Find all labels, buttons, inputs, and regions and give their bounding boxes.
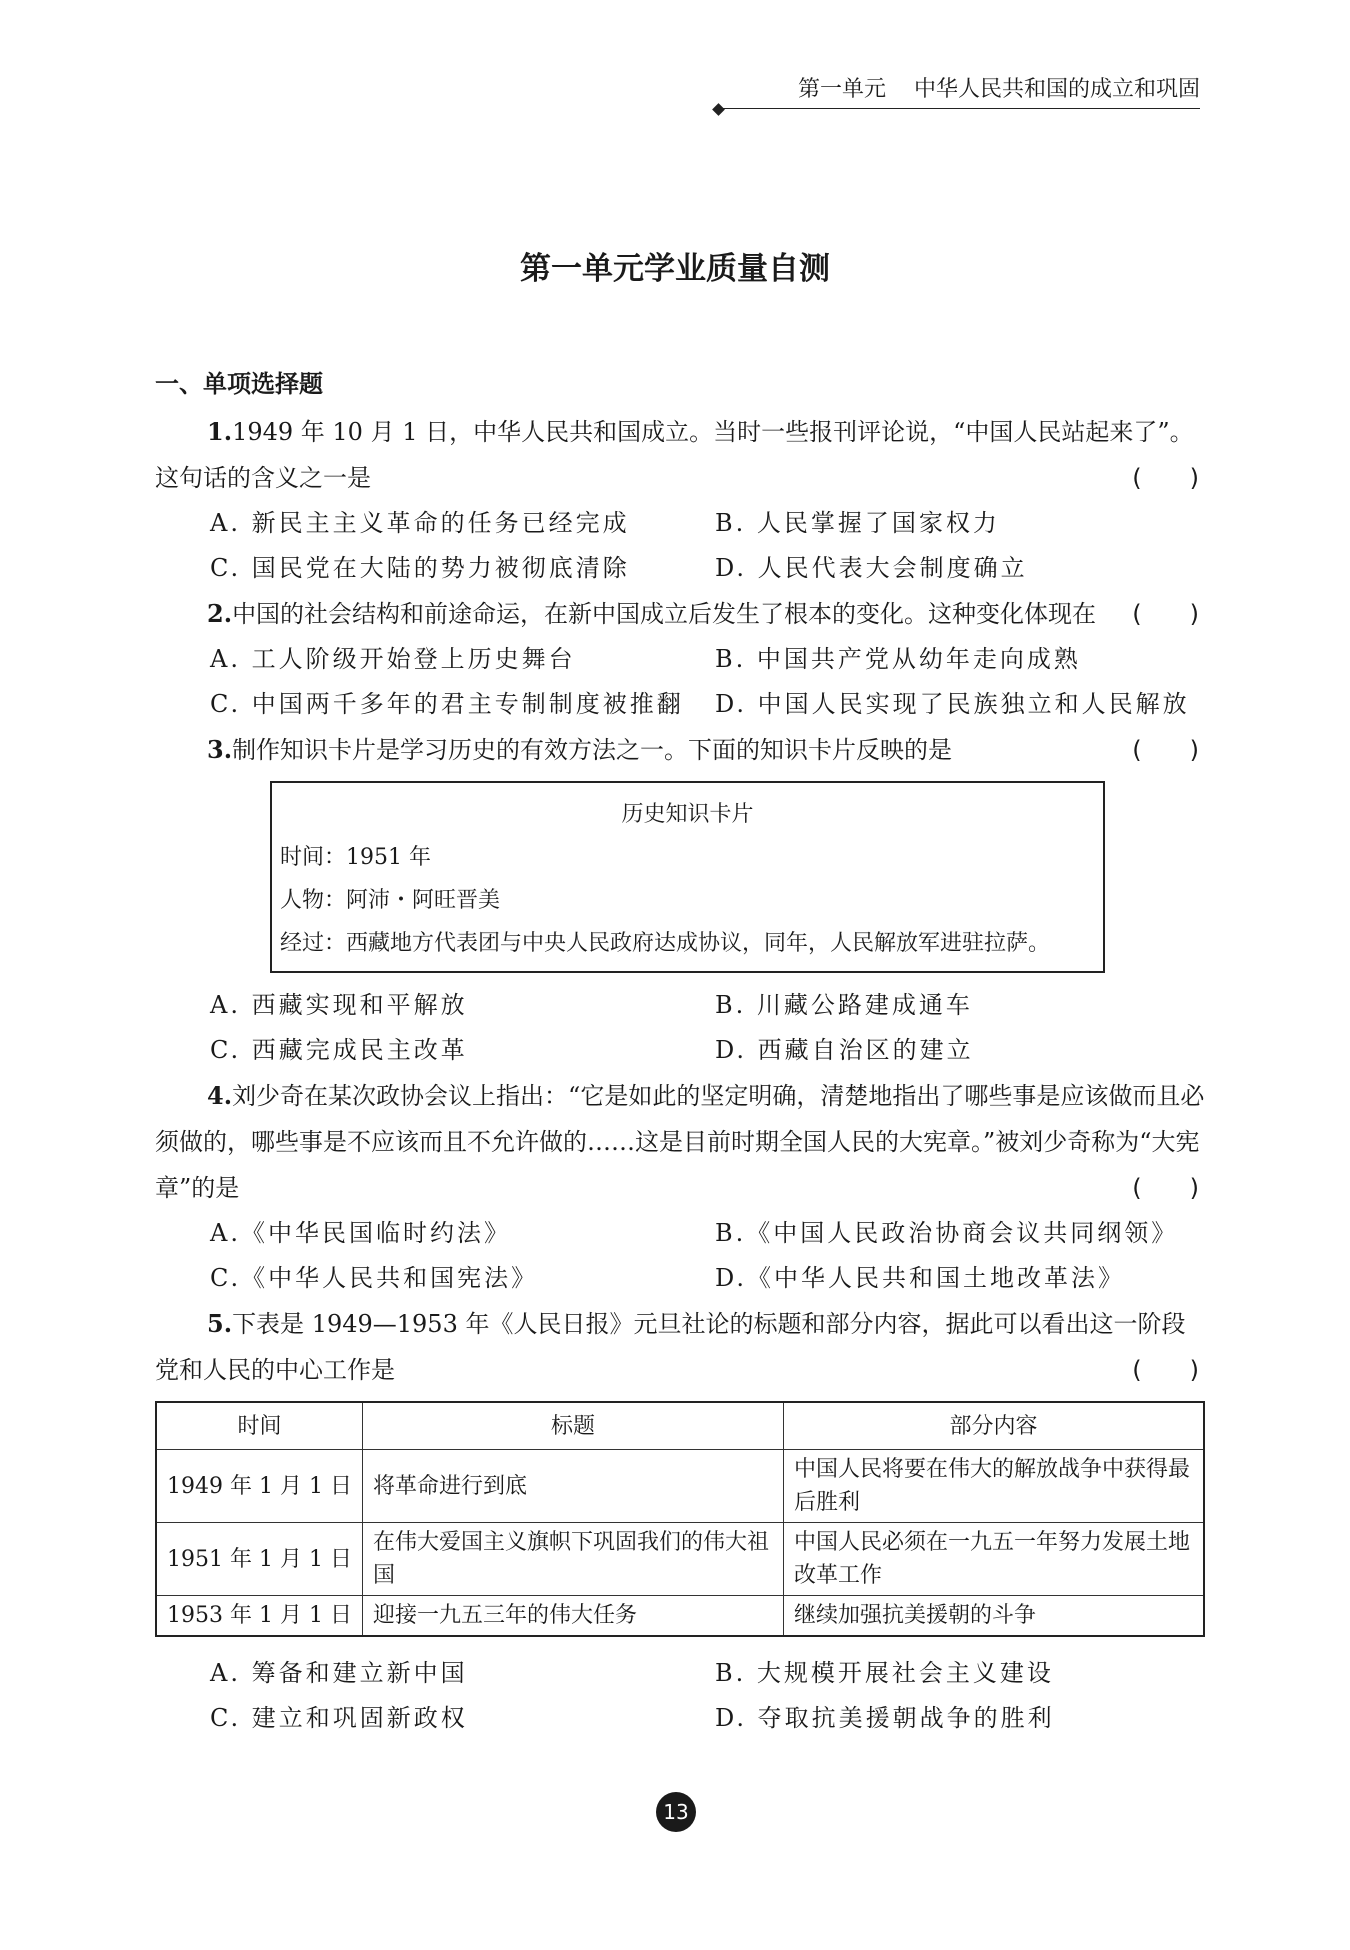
question-1-stem — [155, 409, 1205, 501]
header-unit: 第一单元 — [797, 77, 886, 102]
table-row — [156, 1450, 1204, 1523]
question-number: 4. — [207, 1081, 233, 1110]
answer-paren: ( ) — [1132, 1174, 1199, 1202]
option-c: C. 建立和巩固新政权 — [210, 1704, 468, 1732]
option-a: A.《中华民国临时约法》 — [210, 1219, 511, 1247]
answer-paren: ( ) — [1132, 736, 1199, 764]
page-number: 13 — [656, 1792, 696, 1832]
option-a: A. 西藏实现和平解放 — [210, 991, 468, 1019]
table-row — [156, 1523, 1204, 1596]
answer-paren: ( ) — [1132, 600, 1199, 628]
option-a: A. 新民主主义革命的任务已经完成 — [210, 509, 630, 537]
cell-time: 1953 年 1 月 1 日 — [156, 1596, 362, 1637]
cell-content: 中国人民必须在一九五一年努力发展土地改革工作 — [783, 1523, 1204, 1596]
question-4-stem — [155, 1073, 1205, 1211]
card-line-time: 时间：1951 年 — [280, 845, 431, 870]
option-b: B.《中国人民政治协商会议共同纲领》 — [715, 1219, 1179, 1247]
editorial-table — [155, 1401, 1205, 1637]
header-rule — [720, 108, 1200, 109]
header-unit-title: 中华人民共和国的成立和巩固 — [913, 77, 1200, 102]
question-text: 1949 年 10 月 1 日，中华人民共和国成立。当时一些报刊评论说，“中国人民站起来了”。这句话的含义之一是 — [155, 418, 1194, 492]
question-content — [155, 364, 1205, 1741]
cell-content: 中国人民将要在伟大的解放战争中获得最后胜利 — [783, 1450, 1204, 1523]
option-c: C. 西藏完成民主改革 — [210, 1036, 468, 1064]
option-b: B. 川藏公路建成通车 — [715, 991, 973, 1019]
card-line-event: 经过：西藏地方代表团与中央人民政府达成协议，同年，人民解放军进驻拉萨。 — [280, 931, 1051, 956]
answer-paren: ( ) — [1132, 1356, 1199, 1384]
option-d: D. 中国人民实现了民族独立和人民解放 — [715, 690, 1190, 718]
page-title: 第一单元学业质量自测 — [520, 251, 830, 287]
option-c: C. 中国两千多年的君主专制制度被推翻 — [210, 690, 684, 718]
question-5-options — [155, 1651, 1205, 1741]
option-d: D. 西藏自治区的建立 — [715, 1036, 974, 1064]
question-text: 制作知识卡片是学习历史的有效方法之一。下面的知识卡片反映的是 — [232, 736, 953, 764]
option-b: B. 人民掌握了国家权力 — [715, 509, 1000, 537]
cell-title: 迎接一九五三年的伟大任务 — [362, 1596, 783, 1637]
cell-title: 在伟大爱国主义旗帜下巩固我们的伟大祖国 — [362, 1523, 783, 1596]
question-number: 2. — [207, 599, 233, 628]
header-content: 部分内容 — [783, 1402, 1204, 1450]
answer-paren: ( ) — [1132, 464, 1199, 492]
card-title: 历史知识卡片 — [621, 802, 754, 827]
option-b: B. 中国共产党从幼年走向成熟 — [715, 645, 1081, 673]
option-c: C.《中华人民共和国宪法》 — [210, 1264, 539, 1292]
question-2-stem — [155, 591, 1205, 637]
running-header — [720, 72, 1200, 103]
table-row — [156, 1596, 1204, 1637]
question-4-options — [155, 1211, 1205, 1301]
section-heading: 一、单项选择题 — [155, 370, 323, 398]
card-line-person: 人物：阿沛・阿旺晋美 — [280, 888, 501, 913]
question-2-options — [155, 637, 1205, 727]
question-3-stem — [155, 727, 1205, 773]
question-text: 下表是 1949—1953 年《人民日报》元旦社论的标题和部分内容，据此可以看出这一阶段党和人民的中心工作是 — [155, 1310, 1186, 1384]
diamond-icon — [712, 103, 725, 116]
option-d: D. 夺取抗美援朝战争的胜利 — [715, 1704, 1055, 1732]
header-title: 标题 — [362, 1402, 783, 1450]
cell-time: 1951 年 1 月 1 日 — [156, 1523, 362, 1596]
knowledge-card — [270, 781, 1105, 973]
question-text: 刘少奇在某次政协会议上指出：“它是如此的坚定明确，清楚地指出了哪些事是应该做而且必须做的，哪些事是不应该而且不允许做的……这是目前时期全国人民的大宪章。”被刘少奇称为“大宪章”的是 — [155, 1082, 1205, 1202]
cell-time: 1949 年 1 月 1 日 — [156, 1450, 362, 1523]
option-d: D. 人民代表大会制度确立 — [715, 554, 1028, 582]
question-number: 1. — [207, 417, 233, 446]
question-number: 3. — [207, 735, 233, 764]
question-text: 中国的社会结构和前途命运，在新中国成立后发生了根本的变化。这种变化体现在 — [232, 600, 1097, 628]
table-header-row — [156, 1402, 1204, 1450]
option-b: B. 大规模开展社会主义建设 — [715, 1659, 1054, 1687]
cell-title: 将革命进行到底 — [362, 1450, 783, 1523]
question-1-options — [155, 501, 1205, 591]
question-3-options — [155, 983, 1205, 1073]
question-5-stem — [155, 1301, 1205, 1393]
option-a: A. 筹备和建立新中国 — [210, 1659, 468, 1687]
header-time: 时间 — [156, 1402, 362, 1450]
option-a: A. 工人阶级开始登上历史舞台 — [210, 645, 576, 673]
option-d: D.《中华人民共和国土地改革法》 — [715, 1264, 1126, 1292]
option-c: C. 国民党在大陆的势力被彻底清除 — [210, 554, 630, 582]
question-number: 5. — [207, 1309, 233, 1338]
cell-content: 继续加强抗美援朝的斗争 — [783, 1596, 1204, 1637]
